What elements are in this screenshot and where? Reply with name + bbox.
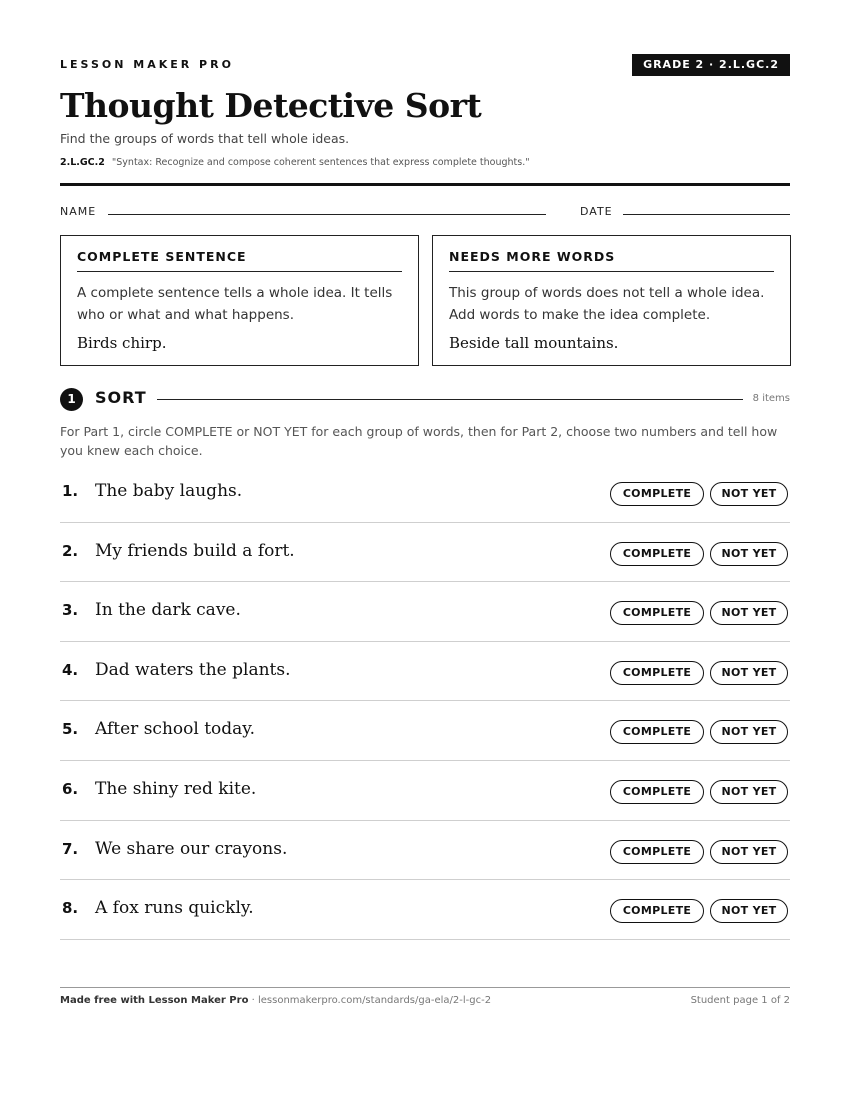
not-yet-option-button[interactable]: NOT YET xyxy=(710,780,788,804)
section-divider xyxy=(157,399,743,400)
complete-option-button[interactable]: COMPLETE xyxy=(610,482,704,506)
section-number-badge: 1 xyxy=(60,388,83,411)
item-number: 5. xyxy=(62,720,79,739)
card-description: This group of words does not tell a whole idea. Add words to make the idea complete. xyxy=(449,285,765,323)
name-field[interactable] xyxy=(108,214,546,215)
items-list xyxy=(60,463,790,940)
grade-badge: GRADE 2 · 2.L.GC.2 xyxy=(632,54,790,76)
date-label: DATE xyxy=(580,205,613,218)
item-number: 8. xyxy=(62,899,79,918)
item-number: 3. xyxy=(62,601,79,620)
item-number: 2. xyxy=(62,541,79,560)
list-item xyxy=(60,523,790,583)
standard-text: "Syntax: Recognize and compose coherent sentences that express complete thoughts." xyxy=(111,157,530,168)
footer-credit xyxy=(60,995,491,1006)
complete-option-button[interactable]: COMPLETE xyxy=(610,840,704,864)
standard-code: 2.L.GC.2 xyxy=(60,157,105,168)
page-indicator: Student page 1 of 2 xyxy=(690,995,790,1006)
card-description: A complete sentence tells a whole idea. It tells who or what and what happens. xyxy=(77,285,393,323)
item-number: 1. xyxy=(62,482,79,500)
header-divider xyxy=(60,183,790,186)
date-field[interactable] xyxy=(623,214,790,215)
footer-url[interactable]: · lessonmakerpro.com/standards/ga-ela/2-l-gc-2 xyxy=(248,995,492,1006)
page-subtitle: Find the groups of words that tell whole ideas. xyxy=(60,131,350,146)
not-yet-option-button[interactable]: NOT YET xyxy=(710,720,788,744)
card-heading: COMPLETE SENTENCE xyxy=(77,249,402,272)
complete-option-button[interactable]: COMPLETE xyxy=(610,899,704,923)
list-item xyxy=(60,880,790,940)
complete-option-button[interactable]: COMPLETE xyxy=(610,661,704,685)
page-title: Thought Detective Sort xyxy=(60,86,482,125)
list-item xyxy=(60,582,790,642)
complete-option-button[interactable]: COMPLETE xyxy=(610,720,704,744)
needs-more-words-card xyxy=(432,235,791,366)
worksheet-page xyxy=(60,0,790,1100)
not-yet-option-button[interactable]: NOT YET xyxy=(710,840,788,864)
list-item xyxy=(60,642,790,702)
complete-option-button[interactable]: COMPLETE xyxy=(610,542,704,566)
item-text: The baby laughs. xyxy=(95,481,243,501)
item-text: A fox runs quickly. xyxy=(95,898,254,919)
card-heading: NEEDS MORE WORDS xyxy=(449,249,774,272)
item-text: After school today. xyxy=(95,719,256,740)
item-number: 6. xyxy=(62,779,79,798)
section-title: SORT xyxy=(95,388,147,407)
name-label: NAME xyxy=(60,205,97,218)
made-with-text: Made free with Lesson Maker Pro xyxy=(60,995,249,1006)
item-text: My friends build a fort. xyxy=(95,540,295,561)
list-item xyxy=(60,463,790,523)
standard-line xyxy=(60,157,530,168)
not-yet-option-button[interactable]: NOT YET xyxy=(710,601,788,625)
complete-sentence-card xyxy=(60,235,419,366)
not-yet-option-button[interactable]: NOT YET xyxy=(710,482,788,506)
complete-option-button[interactable]: COMPLETE xyxy=(610,601,704,625)
item-text: The shiny red kite. xyxy=(95,778,257,799)
item-text: In the dark cave. xyxy=(95,600,241,621)
brand-name: LESSON MAKER PRO xyxy=(60,58,234,71)
item-text: Dad waters the plants. xyxy=(95,659,291,680)
card-example: Birds chirp. xyxy=(77,334,167,352)
complete-option-button[interactable]: COMPLETE xyxy=(610,780,704,804)
list-item xyxy=(60,761,790,821)
item-number: 7. xyxy=(62,839,79,858)
card-example: Beside tall mountains. xyxy=(449,334,619,352)
item-number: 4. xyxy=(62,660,79,679)
not-yet-option-button[interactable]: NOT YET xyxy=(710,661,788,685)
list-item xyxy=(60,701,790,761)
instructions: For Part 1, circle COMPLETE or NOT YET for each group of words, then for Part 2, choose two numbers and tell how you knew each choice. xyxy=(60,424,778,458)
list-item xyxy=(60,821,790,881)
item-count: 8 items xyxy=(752,393,790,404)
footer-divider xyxy=(60,987,790,988)
not-yet-option-button[interactable]: NOT YET xyxy=(710,899,788,923)
not-yet-option-button[interactable]: NOT YET xyxy=(710,542,788,566)
item-text: We share our crayons. xyxy=(95,838,288,859)
